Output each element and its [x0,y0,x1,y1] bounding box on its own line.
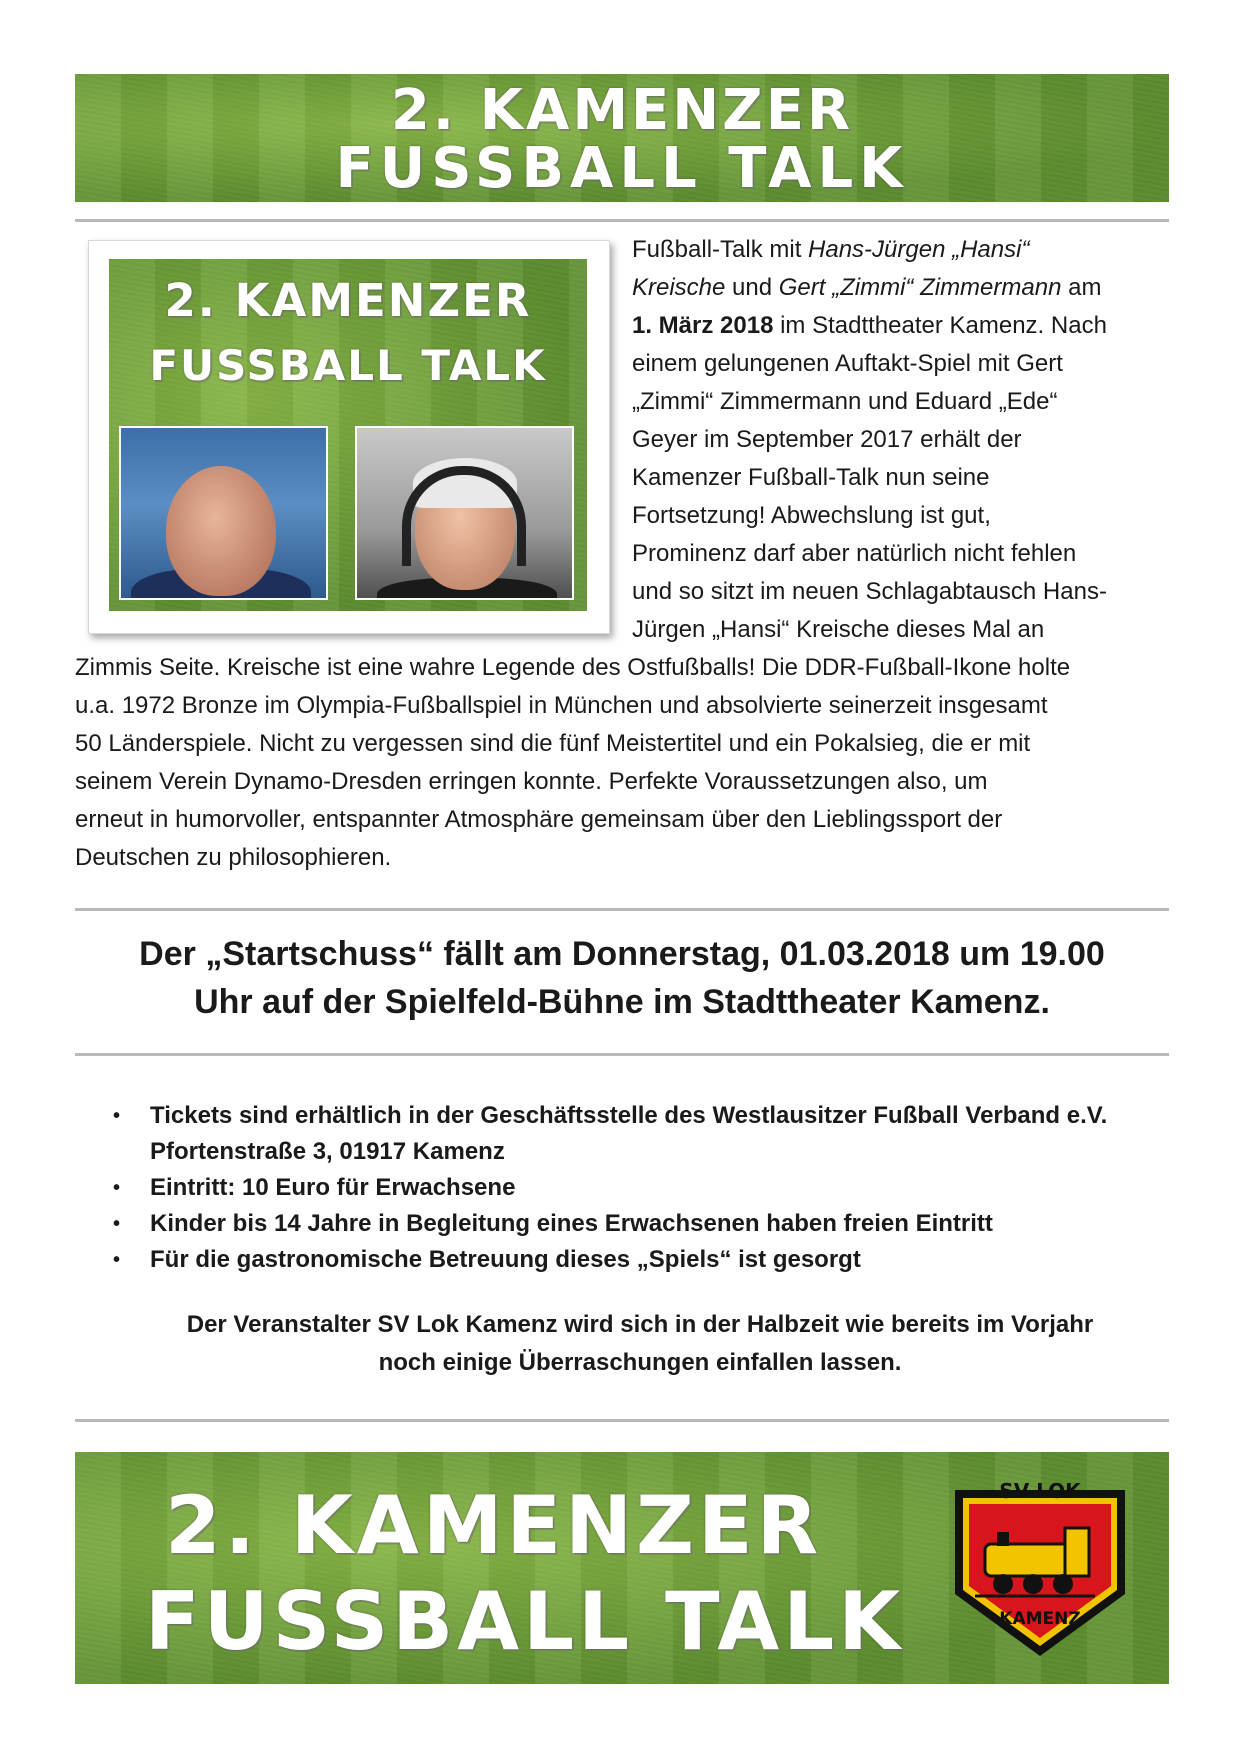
organizer-line1: Der Veranstalter SV Lok Kamenz wird sich in der Halbzeit wie bereits im Vorjahr [186,1311,1094,1338]
info-list-item: • Eintritt: 10 Euro für Erwachsene [110,1170,1160,1206]
intro-segment: „Zimmi“ Zimmermann und Eduard „Ede“ [632,388,1058,415]
intro-segment: Geyer im September 2017 erhält der [632,426,1022,453]
intro-line: erneut in humorvoller, entspannter Atmosphäre gemeinsam über den Lieblingssport der [75,806,1003,833]
intro-segment: am [1061,274,1102,301]
intro-line [632,345,1172,383]
intro-segment: Hans-Jürgen „Hansi“ [808,236,1030,263]
intro-line [632,421,1172,459]
intro-line [632,459,1172,497]
intro-line [632,383,1172,421]
intro-line [632,573,1172,611]
top-banner-title-line1: 2. KAMENZER [390,78,854,143]
intro-line: u.a. 1972 Bronze im Olympia-Fußballspiel in München und absolvierte seinerzeit insgesamt [75,692,1048,719]
intro-segment: Jürgen „Hansi“ Kreische dieses Mal an [632,616,1045,643]
divider [75,219,1169,222]
intro-line [632,497,1172,535]
intro-line [632,535,1172,573]
face [166,466,276,596]
poster-grass-background [109,259,587,611]
intro-segment: Prominenz darf aber natürlich nicht fehlen [632,540,1077,567]
organizer-note [160,1306,1120,1382]
top-banner-title-line2: FUSSBALL TALK [335,136,909,201]
divider [75,1053,1169,1056]
organizer-line2: noch einige Überraschungen einfallen lassen. [378,1349,902,1376]
logo-top-text: SV LOK [999,1479,1081,1503]
divider [75,1419,1169,1422]
intro-text-right-column [632,231,1172,649]
intro-line [632,231,1172,269]
ticket-info-list [110,1098,1160,1278]
info-list-item: • Kinder bis 14 Jahre in Begleitung eines Erwachsenen haben freien Eintritt [110,1206,1160,1242]
intro-segment: Fußball-Talk mit [632,236,809,263]
guest-photo-left [119,426,328,600]
intro-segment: Gert „Zimmi“ Zimmermann [778,274,1062,301]
event-line1: Der „Startschuss“ fällt am Donnerstag, 01.03.2018 um 19.00 [139,935,1105,973]
event-poster-image [88,240,610,634]
bottom-banner-title-line2: FUSSBALL TALK [145,1575,905,1668]
intro-line: Zimmis Seite. Kreische ist eine wahre Legende des Ostfußballs! Die DDR-Fußball-Ikone holte [75,654,1071,681]
poster-title-line2: FUSSBALL TALK [149,341,547,390]
guest-photo-right [355,426,574,600]
logo-bottom-text: KAMENZ [999,1609,1081,1629]
intro-segment: 1. März 2018 [632,312,774,339]
event-announcement [75,930,1169,1026]
bottom-banner-title-line1: 2. KAMENZER [165,1479,823,1572]
poster-title-line1: 2. KAMENZER [164,274,532,327]
intro-line: 50 Länderspiele. Nicht zu vergessen sind die fünf Meistertitel und ein Pokalsieg, die er mit [75,730,1031,757]
intro-line [632,269,1172,307]
divider [75,908,1169,911]
sv-lok-kamenz-logo [945,1474,1135,1664]
intro-line [632,307,1172,345]
intro-line: seinem Verein Dynamo-Dresden erringen konnte. Perfekte Voraussetzungen also, um [75,768,988,795]
intro-segment: und [725,274,779,301]
top-banner [75,74,1169,202]
intro-segment: Kamenzer Fußball-Talk nun seine [632,464,990,491]
intro-segment: und so sitzt im neuen Schlagabtausch Hans- [632,578,1107,605]
bottom-banner [75,1452,1169,1684]
intro-text-full-width [75,649,1175,877]
intro-line: Deutschen zu philosophieren. [75,844,392,871]
intro-segment: im Stadttheater Kamenz. Nach [773,312,1107,339]
intro-line [632,611,1172,649]
intro-segment: einem gelungenen Auftakt-Spiel mit Gert [632,350,1063,377]
info-list-item: • Für die gastronomische Betreuung dieses „Spiels“ ist gesorgt [110,1242,1160,1278]
intro-segment: Kreische [632,274,726,301]
info-list-item: • Tickets sind erhältlich in der Geschäftsstelle des Westlausitzer Fußball Verband e.V. Pfortenstraße 3, 01917 Kamenz [110,1098,1160,1170]
intro-segment: Fortsetzung! Abwechslung ist gut, [632,502,991,529]
event-line2: Uhr auf der Spielfeld-Bühne im Stadttheater Kamenz. [194,983,1050,1021]
